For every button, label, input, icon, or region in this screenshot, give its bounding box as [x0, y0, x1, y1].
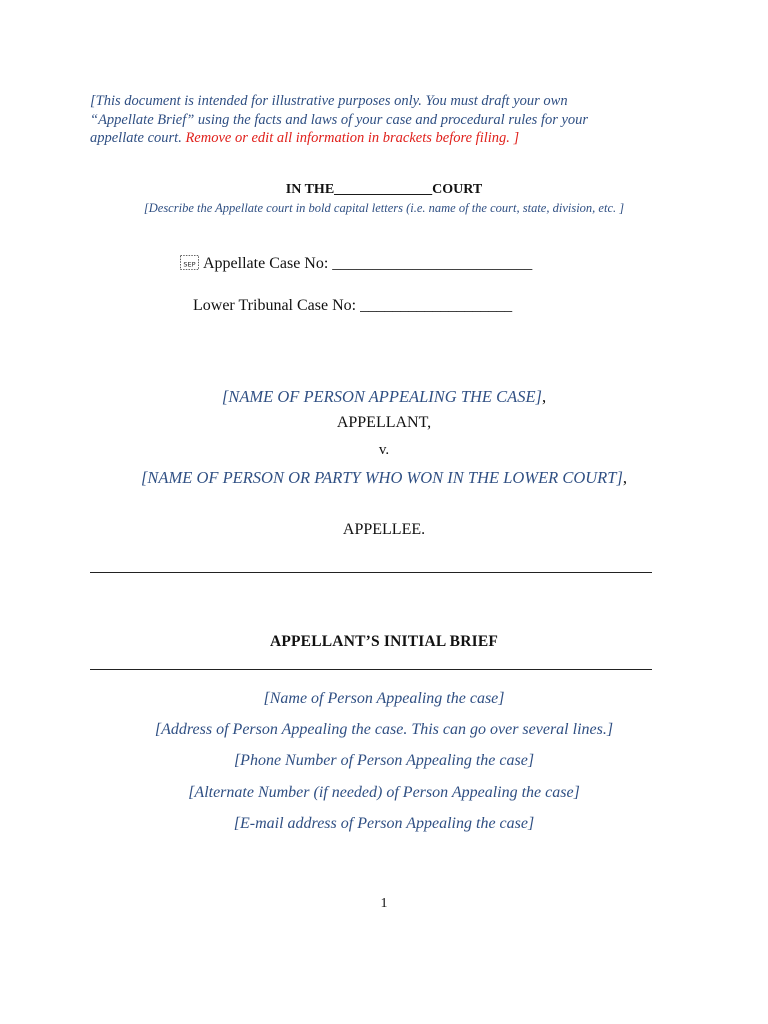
- appellee-role: APPELLEE.: [342, 521, 426, 538]
- lower-case-blank: ___________________: [360, 297, 513, 314]
- brief-title: APPELLANT’S INITIAL BRIEF: [269, 633, 499, 650]
- disclaimer-line-3-start: appellate court.: [90, 130, 182, 146]
- appellee-name: [NAME OF PERSON OR PARTY WHO WON IN THE LOWER COURT]: [141, 468, 623, 487]
- disclaimer-line-2: “Appellate Brief” using the facts and laws of your case and procedural rules for your: [90, 111, 589, 128]
- top-divider: [90, 572, 652, 573]
- appellate-case-number: [180, 255, 532, 273]
- appellee-name-line: [0, 468, 768, 488]
- versus: v.: [378, 442, 390, 458]
- separator-placeholder-icon: [180, 255, 199, 270]
- disclaimer-remove-warning: Remove or edit all information in brackets before filing.: [185, 130, 510, 146]
- contact-alternate-number: [Alternate Number (if needed) of Person Appealing the case]: [188, 784, 580, 801]
- contact-phone: [Phone Number of Person Appealing the case]: [233, 752, 535, 769]
- appellant-role: APPELLANT,: [336, 414, 432, 431]
- appellant-name: [NAME OF PERSON APPEALING THE CASE]: [221, 387, 542, 406]
- court-instruction: [Describe the Appellate court in bold capital letters (i.e. name of the court, state, division, etc. ]: [143, 201, 625, 215]
- lower-tribunal-case-number: [193, 297, 512, 315]
- separator-placeholder-text: SEP: [183, 260, 196, 269]
- disclaimer-line-3: [90, 129, 650, 148]
- disclaimer-line-1: [This document is intended for illustrative purposes only. You must draft your own: [90, 93, 568, 109]
- lower-case-label: Lower Tribunal Case No:: [193, 297, 361, 314]
- appellee-name-comma: ,: [622, 468, 627, 487]
- contact-name: [Name of Person Appealing the case]: [263, 690, 505, 707]
- contact-email: [E-mail address of Person Appealing the case]: [233, 815, 535, 832]
- contact-address: [Address of Person Appealing the case. This can go over several lines.]: [154, 721, 614, 738]
- appellate-case-blank: _________________________: [332, 255, 533, 272]
- appellate-case-label: Appellate Case No:: [203, 255, 333, 272]
- appellant-name-line: [0, 387, 768, 407]
- court-heading: IN THE______________COURT: [285, 182, 483, 197]
- appellant-name-comma: ,: [541, 387, 547, 406]
- disclaimer-note: [90, 92, 650, 148]
- disclaimer-closing-bracket: ]: [513, 130, 520, 146]
- page-number: 1: [380, 896, 388, 911]
- bottom-divider: [90, 669, 652, 670]
